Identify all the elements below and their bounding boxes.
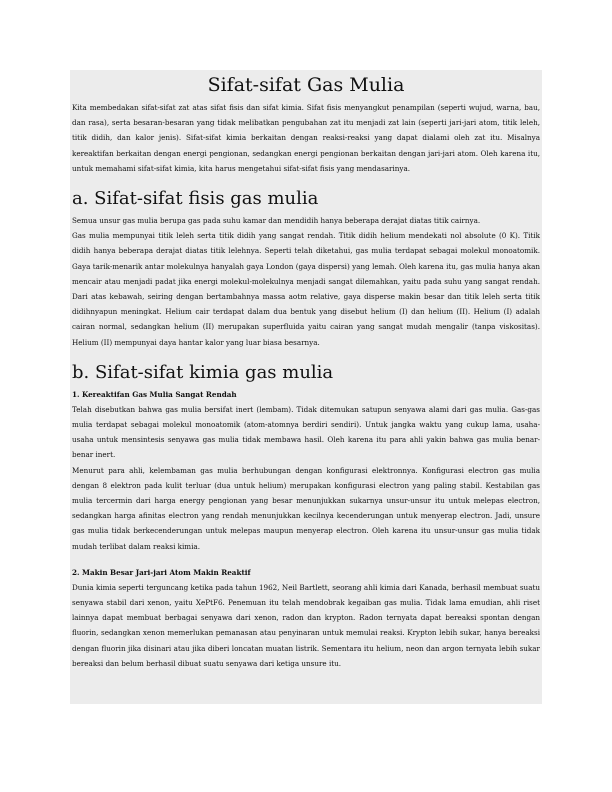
document-content [70,70,542,671]
spacer [72,176,540,188]
subsection-2-heading: 2. Makin Besar Jari-jari Atom Makin Reaktif [72,567,251,577]
section-a-heading: a. Sifat-sifat fisis gas mulia [72,188,319,210]
section-a-paragraph-1: Semua unsur gas mulia berupa gas pada suhu kamar dan mendidih hanya beberapa derajat diatas titik cairnya. [72,216,481,226]
intro-paragraph: Kita membedakan sifat-sifat zat atas sifat fisis dan sifat kimia. Sifat fisis menyangkut penampilan (seperti wujud, warna, bau, dan rasa), serta besaran-besaran yang tidak melibatkan pengubahan zat itu menjadi zat lain (seperti jari-jari atom, titik leleh, titik didih, dan kalor jenis). Sifat-sifat kimia berkaitan dengan reaksi-reaksi yang dapat dialami oleh zat itu. Misalnya kereaktifan berkaitan dengan energi pengionan, sedangkan energi pengionan berkaitan dengan jari-jari atom. Oleh karena itu, untuk memahami sifat-sifat kimia, kita harus mengetahui sifat-sifat fisis yang mendasarinya. [72,103,540,173]
document-page [70,70,542,704]
subsection-1-heading: 1. Kereaktifan Gas Mulia Sangat Rendah [72,389,237,399]
spacer [72,554,540,565]
subsection-1-paragraph-1: Telah disebutkan bahwa gas mulia bersifat inert (lembam). Tidak ditemukan satupun senyawa alami dari gas mulia. Gas-gas mulia terdapat sebagai molekul monoatomik (atom-atomnya berdiri sendiri). Untuk jangka waktu yang cukup lama, usaha-usaha untuk mensintesis senyawa gas mulia tidak membawa hasil. Oleh karena itu para ahli yakin bahwa gas mulia benar-benar inert. [72,404,540,460]
section-a-paragraph-2: Gas mulia mempunyai titik leleh serta titik didih yang sangat rendah. Titik didih helium mendekati nol absolute (0 K). Titik didih hanya beberapa derajat diatas titik lelehnya. Seperti telah diketahui, gas mulia terdapat sebagai molekul monoatomik. Gaya tarik-menarik antar molekulnya hanyalah gaya London (gaya dispersi) yang lemah. Oleh karena itu, gas mulia hanya akan mencair atau menjadi padat jika energi molekul-molekulnya menjadi sangat dilemahkan, yaitu pada suhu yang sangat rendah. Dari atas kebawah, seiring dengan bertambahnya massa aotm relative, gaya disperse makin besar dan titik leleh serta titik didihnyapun meningkat. Helium cair terdapat dalam dua bentuk yang disebut helium (I) dan helium (II). Helium (I) adalah cairan normal, sedangkan helium (II) merupakan superfluida yaitu cairan yang sangat mudah mengalir (tanpa viskositas). Helium (II) mempunyai daya hantar kalor yang luar biasa besarnya. [72,231,540,347]
subsection-2-paragraph-1: Dunia kimia seperti terguncang ketika pada tahun 1962, Neil Bartlett, seorang ahli kimia dari Kanada, berhasil membuat suatu senyawa stabil dari xenon, yaitu XePtF6. Penemuan itu telah mendobrak kegaiban gas mulia. Tidak lama emudian, ahli riset lainnya dapat membuat berbagai senyawa dari xenon, radon dan krypton. Radon ternyata dapat bereaksi spontan dengan fluorin, sedangkan xenon memerlukan pemanasan atau penyinaran untuk memulai reaksi. Krypton lebih sukar, hanya bereaksi dengan fluorin jika disinari atau jika diberi loncatan muatan listrik. Sementara itu helium, neon dan argon ternyata lebih sukar bereaksi dan belum berhasil dibuat suatu senyawa dari ketiga unsure itu. [72,582,540,668]
page-title: Sifat-sifat Gas Mulia [207,74,405,96]
spacer [72,350,540,362]
section-b-heading: b. Sifat-sifat kimia gas mulia [72,361,334,383]
subsection-1-paragraph-2: Menurut para ahli, kelembaman gas mulia berhubungan dengan konfigurasi elektronnya. Konfigurasi electron gas mulia dengan 8 elektron pada kulit terluar (dua untuk helium) merupakan konfigurasi electron yang paling stabil. Kestabilan gas mulia tercermin dari harga energy pengionan yang besar menunjukkan sukarnya unsur-unsur itu untuk melepas electron, sedangkan harga afinitas electron yang rendah menunjukkan kecilnya kecenderungan untuk menyerap electron. Jadi, unsure gas mulia tidak berkecenderungan untuk melepas maupun menyerap electron. Oleh karena itu unsur-unsur gas mulia tidak mudah terlibat dalam reaksi kimia. [72,465,540,551]
